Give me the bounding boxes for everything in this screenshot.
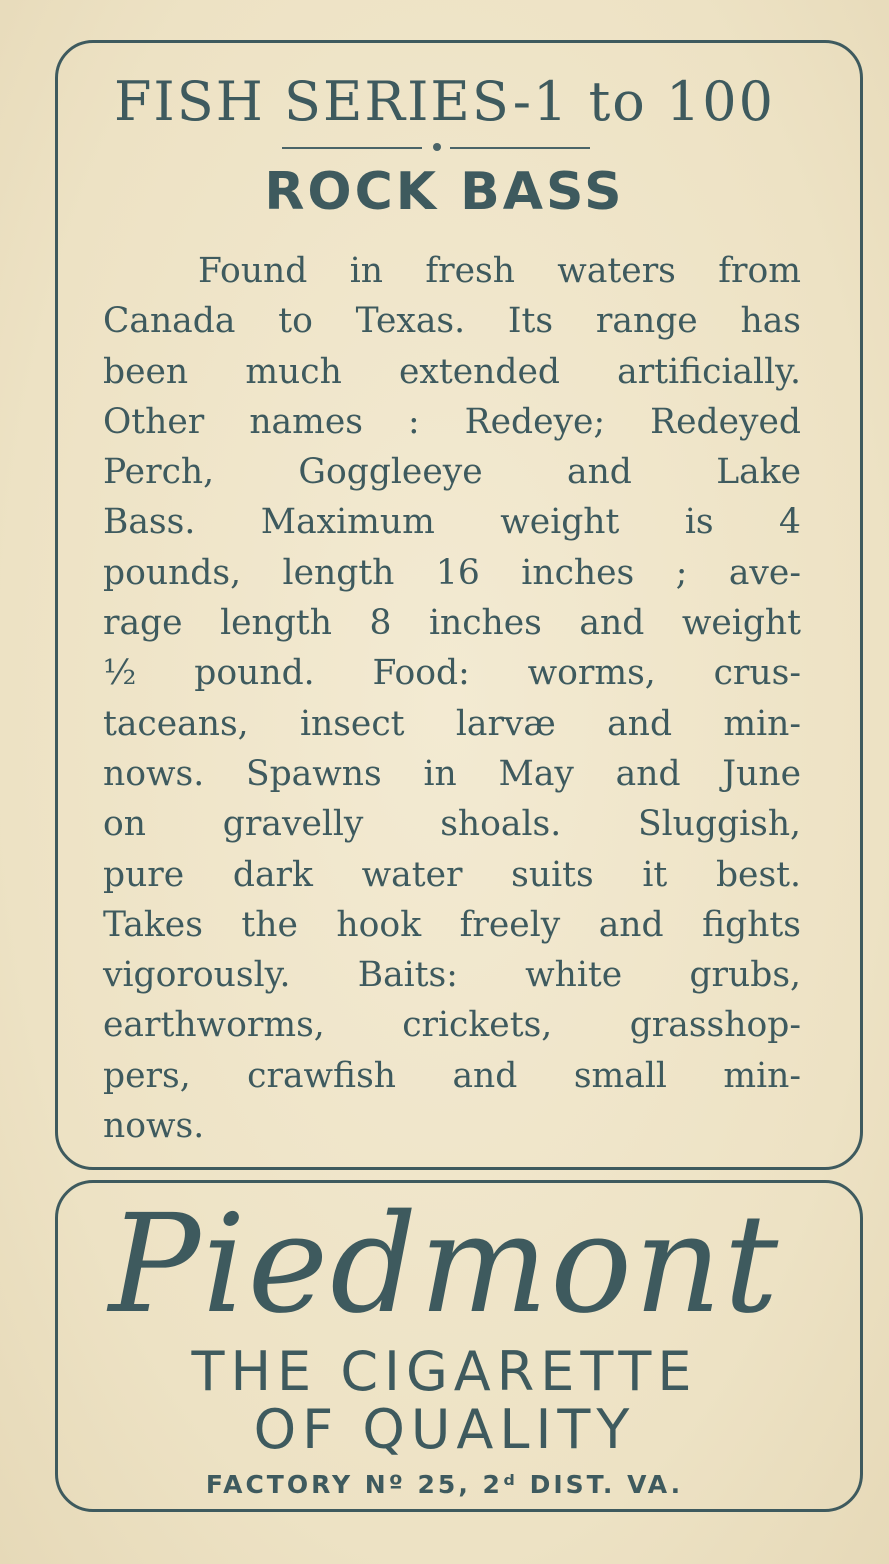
description-line: nows. Spawns in May and June <box>103 753 801 794</box>
divider-rule-right <box>450 147 590 149</box>
description-line: Canada to Texas. Its range has <box>103 301 801 342</box>
description-line: pounds, length 16 inches ; ave- <box>103 552 801 593</box>
description-line: taceans, insect larvæ and min- <box>103 703 801 744</box>
description-line: Other names : Redeye; Redeyed <box>103 401 801 442</box>
description-line: Perch, Goggleeye and Lake <box>103 452 801 493</box>
factory-note: FACTORY Nº 25, 2ᵈ DIST. VA. <box>205 1470 684 1499</box>
tagline-line-2: OF QUALITY <box>253 1398 636 1461</box>
description-line: rage length 8 inches and weight <box>103 603 801 644</box>
divider-dot <box>433 143 441 151</box>
description-line: Bass. Maximum weight is 4 <box>103 502 801 543</box>
description-line: pure dark water suits it best. <box>103 854 801 895</box>
description-line: ½ pound. Food: worms, crus- <box>103 653 801 694</box>
description-line: vigorously. Baits: white grubs, <box>103 955 801 996</box>
description-line: Found in fresh waters from <box>198 251 801 291</box>
fish-name: ROCK BASS <box>264 162 625 222</box>
description-line: nows. <box>103 1106 205 1147</box>
description-line: pers, crawfish and small min- <box>103 1055 801 1096</box>
description-line: Takes the hook freely and fights <box>103 904 801 945</box>
divider-rule-left <box>282 147 422 149</box>
description-line: on gravelly shoals. Sluggish, <box>103 804 801 845</box>
tagline-line-1: THE CIGARETTE <box>191 1340 698 1403</box>
series-title: FISH SERIES-1 to 100 <box>113 70 776 133</box>
description-line: been much extended artificially. <box>103 351 801 392</box>
brand-logo: Piedmont <box>108 1186 781 1344</box>
fish-description <box>103 246 801 1151</box>
description-line: earthworms, crickets, grasshop- <box>103 1005 801 1046</box>
